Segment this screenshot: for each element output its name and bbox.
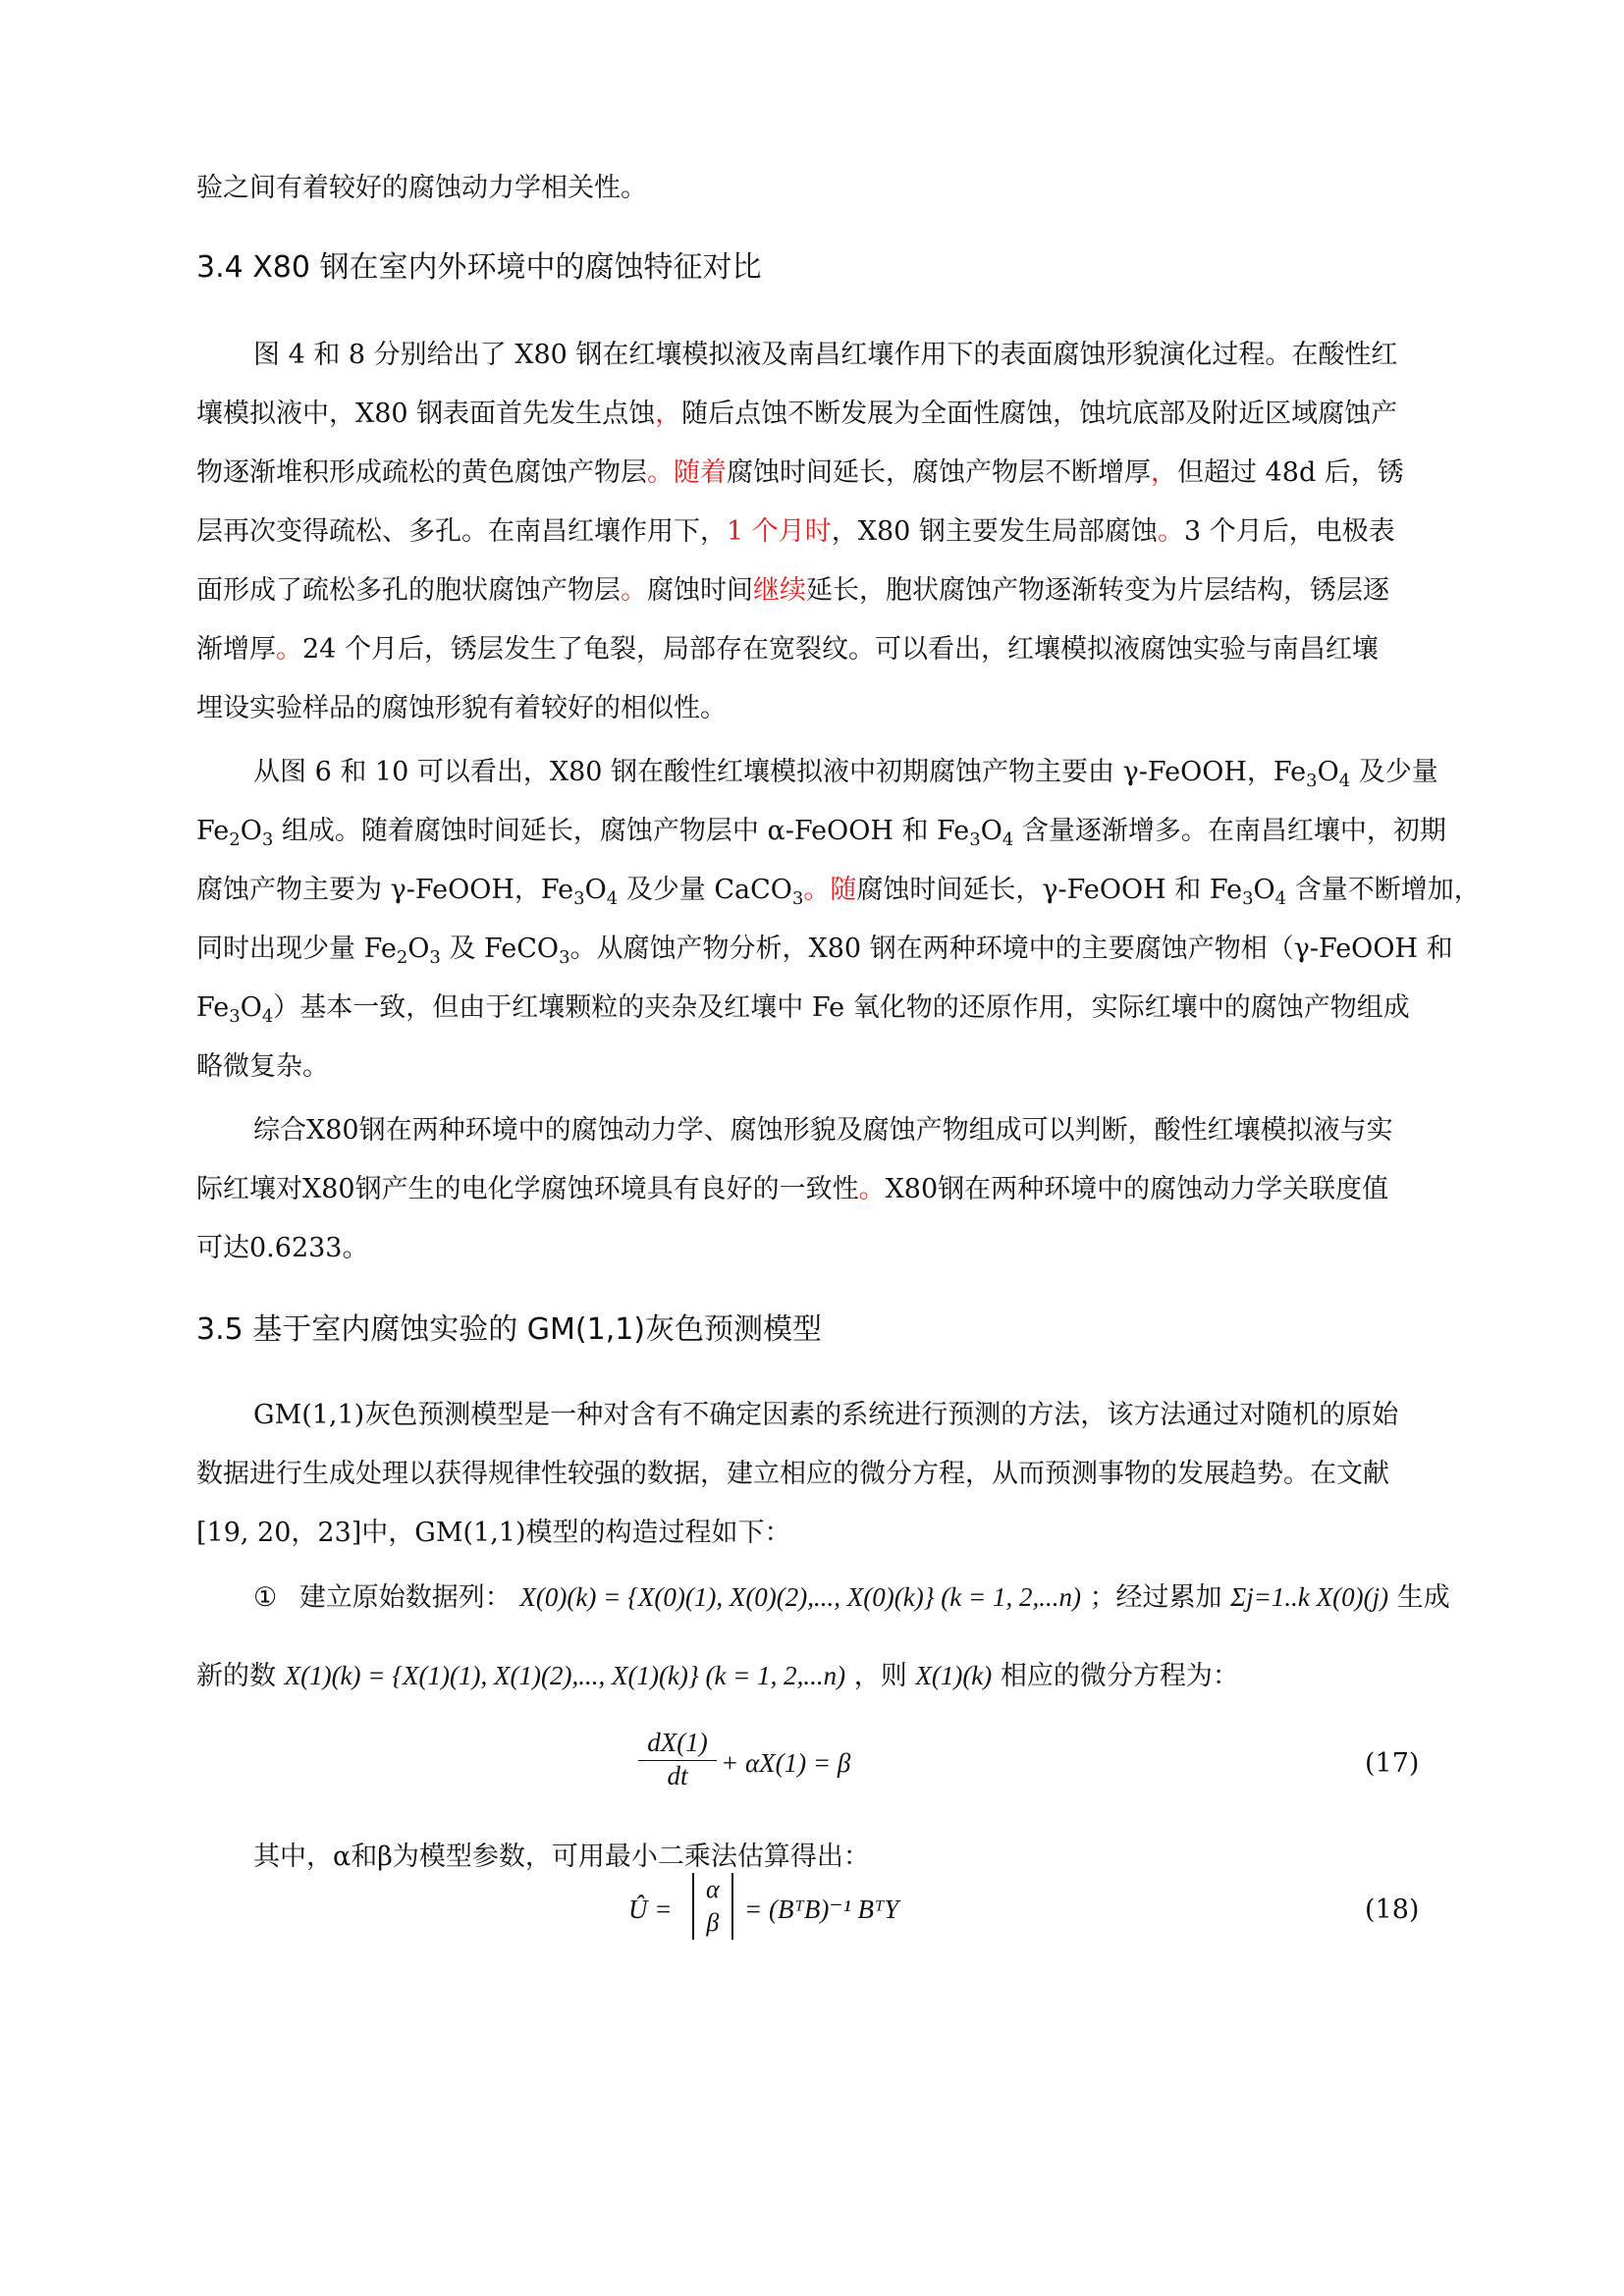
equation-number-17: (17) (1365, 1748, 1420, 1779)
section-heading-3-5: 3.5 基于室内腐蚀实验的 GM(1,1)灰色预测模型 (196, 1312, 823, 1347)
formula-original-series: X(0)(k) = {X(0)(1), X(0)(2),..., X(0)(k)} (k = 1, 2,...n) (519, 1582, 1081, 1612)
paragraph-continuation: 验之间有着较好的腐蚀动力学相关性。 (196, 173, 647, 203)
section-heading-3-4: 3.4 X80 钢在室内外环境中的腐蚀特征对比 (196, 250, 762, 285)
equation-number-18: (18) (1365, 1895, 1420, 1925)
formula-sum: Σj=1..k X(0)(j) (1230, 1582, 1389, 1612)
step-marker: ① (253, 1582, 278, 1613)
paragraph-params: 其中，α和β为模型参数，可用最小二乘法估算得出： (253, 1842, 870, 1872)
paper-page: 验之间有着较好的腐蚀动力学相关性。 3.4 X80 钢在室内外环境中的腐蚀特征对比 图 4 和 8 分别给出了 X80 钢在红壤模拟液及南昌红壤作用下的表面腐蚀形貌演化过程。在酸性红 壤模拟液中，X80 钢表面首先发生点蚀，随后点蚀不断发展为全面性腐蚀，蚀坑底部及附近区域腐蚀产 物逐渐堆积形成疏松的黄色腐蚀产物层。随着腐蚀时间延长，腐蚀产物层不断增厚，但超过 48d 后，锈 层再次变得疏松、多孔。在南昌红壤作用下，1 个月时，X80 钢主要发生局部腐蚀。3 个月后，电极表 面形成了疏松多孔的胞状腐蚀产物层。腐蚀时间继续延长，胞状腐蚀产物逐渐转变为片层结构，锈层逐 渐增厚。24 个月后，锈层发生了龟裂，局部存在宽裂纹。可以看出，红壤模拟液腐蚀实验与南昌红壤 埋设实验样品的腐蚀形貌有着较好的相似性。 从图 6 和 10 可以看出，X80 钢在酸性红壤模拟液中初期腐蚀产物主要由 γ-FeOOH，$Fe_3O_4$ 及少量 $Fe_2O_3$ 组成。随着腐蚀时间延长，腐蚀产物层中 α-FeOOH 和 $Fe_3O_4$ 含量逐渐增多。在南昌红壤中，初期 腐蚀产物主要为 γ-FeOOH，$Fe_3O_4$ 及少量 CaCO$_3$。随腐蚀时间延长，γ-FeOOH 和 $Fe_3O_4$ 含量不断增加， 同时出现少量 $Fe_2O_3$ 及 FeCO$_3$。从腐蚀产物分析，X80 钢在两种环境中的主要腐蚀产物相（γ-FeOOH 和 $Fe_3O_4$）基本一致，但由于红壤颗粒的夹杂及红壤中 Fe 氧化物的还原作用，实际红壤中的腐蚀产物组成 略微复杂。 综合X80钢在两种环境中的腐蚀动力学、腐蚀形貌及腐蚀产物组成可以判断，酸性红壤模拟液与实 际红壤对X80钢产生的电化学腐蚀环境具有良好的一致性。X80钢在两种环境中的腐蚀动力学关联度值 可达0.6233。 3.5 基于室内腐蚀实验的 GM(1,1)灰色预测模型 GM(1,1)灰色预测模型是一种对含有不确定因素的系统进行预测的方法，该方法通过对随机的原始 数据进行生成处理以获得规律性较强的数据，建立相应的微分方程，从而预测事物的发展趋势。在文献 [19, 20，23]中，GM(1,1)模型的构造过程如下： ① 建立原始数据列： X(0)(k) = {X(0)(1), X(0)(2),..., X(0)(k)} (k = 1, 2,...n) ；经过累加 Σj=1..k X(0)(j) 生成 新的数 X(1)(k) = {X(1)(1), X(1)(2),..., X(1)(k)} (k = 1, 2,...n) ，则 X(1)(k) 相应的微分方程为： dX(1) dt + αX(1) = β (17) 其中，α和β为模型参数，可用最小二乘法估算得出： Û = α β = (BᵀB)⁻¹ BᵀY (18) (0, 0, 1624, 2296)
formula-new-series: X(1)(k) = {X(1)(1), X(1)(2),..., X(1)(k)} (k = 1, 2,...n) (284, 1661, 846, 1690)
